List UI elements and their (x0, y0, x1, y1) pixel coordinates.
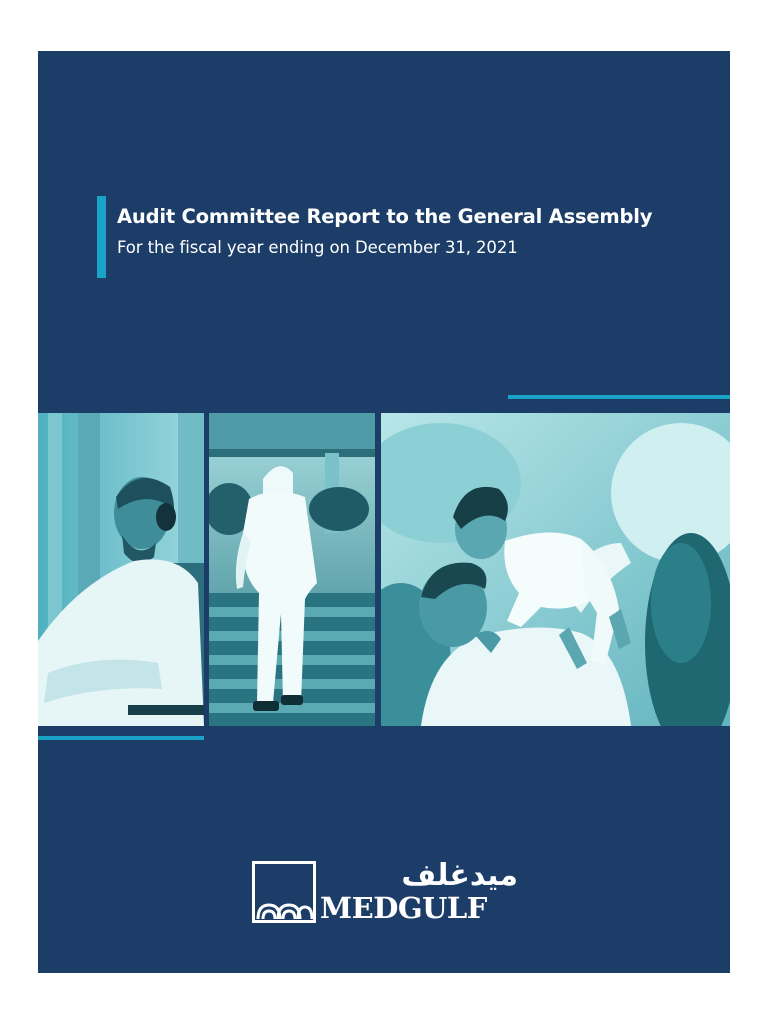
brand-name-arabic: ميدغلف (401, 858, 518, 891)
medgulf-arches-logo-icon (252, 861, 316, 923)
medgulf-logo (252, 858, 522, 925)
brand-name-latin: MEDGULF (320, 891, 487, 925)
report-subtitle: For the fiscal year ending on December 31, 2021 (117, 238, 518, 257)
arabic-wordmark (322, 855, 520, 891)
photo-father-lifting-child (381, 413, 730, 726)
title-accent-bar (97, 196, 106, 278)
accent-rule-bottom (38, 736, 204, 740)
report-title: Audit Committee Report to the General Assembly (117, 205, 653, 228)
report-cover (38, 51, 730, 973)
photo-man-on-stairs (209, 413, 375, 726)
photo-man-with-headphones (38, 413, 204, 726)
accent-rule-top (508, 395, 730, 399)
